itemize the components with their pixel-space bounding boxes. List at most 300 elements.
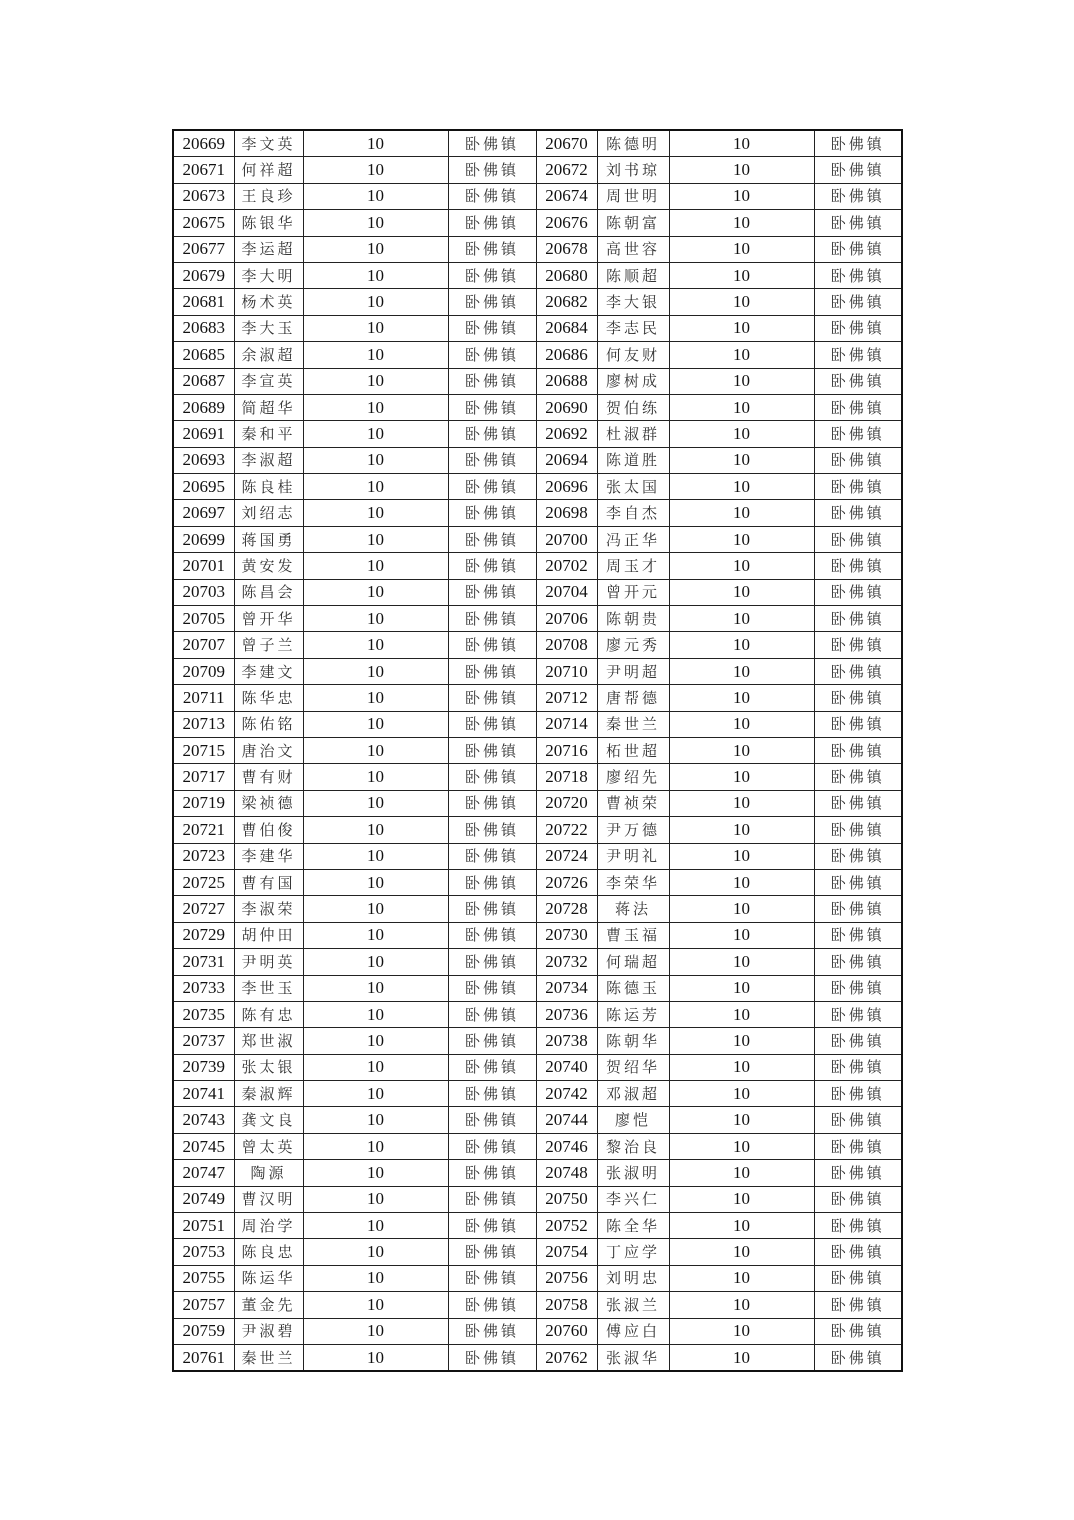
town-cell: 卧佛镇 [814, 606, 902, 632]
town-cell: 卧佛镇 [814, 1265, 902, 1291]
table-row [173, 474, 902, 500]
id-cell: 20719 [173, 790, 234, 816]
id-cell: 20681 [173, 289, 234, 315]
name-cell: 李文英 [234, 130, 303, 157]
table-row [173, 1001, 902, 1027]
table-row [173, 1186, 902, 1212]
amount-cell: 10 [669, 764, 814, 790]
town-cell: 卧佛镇 [814, 394, 902, 420]
amount-cell: 10 [303, 236, 448, 262]
id-cell: 20696 [536, 474, 597, 500]
name-cell: 柘世超 [597, 737, 669, 763]
table-row [173, 157, 902, 183]
id-cell: 20669 [173, 130, 234, 157]
name-cell: 李运超 [234, 236, 303, 262]
town-cell: 卧佛镇 [448, 447, 536, 473]
amount-cell: 10 [669, 1213, 814, 1239]
id-cell: 20716 [536, 737, 597, 763]
table-body [173, 130, 902, 1371]
town-cell: 卧佛镇 [448, 342, 536, 368]
amount-cell: 10 [669, 289, 814, 315]
name-cell: 曹有国 [234, 869, 303, 895]
name-cell: 李世玉 [234, 975, 303, 1001]
table-row [173, 394, 902, 420]
amount-cell: 10 [669, 632, 814, 658]
name-cell: 李兴仁 [597, 1186, 669, 1212]
amount-cell: 10 [669, 342, 814, 368]
town-cell: 卧佛镇 [448, 1054, 536, 1080]
amount-cell: 10 [303, 421, 448, 447]
id-cell: 20703 [173, 579, 234, 605]
amount-cell: 10 [669, 210, 814, 236]
id-cell: 20705 [173, 606, 234, 632]
table-row [173, 210, 902, 236]
id-cell: 20750 [536, 1186, 597, 1212]
id-cell: 20737 [173, 1028, 234, 1054]
id-cell: 20762 [536, 1344, 597, 1371]
town-cell: 卧佛镇 [814, 262, 902, 288]
name-cell: 郑世淑 [234, 1028, 303, 1054]
name-cell: 陈朝贵 [597, 606, 669, 632]
amount-cell: 10 [669, 817, 814, 843]
id-cell: 20735 [173, 1001, 234, 1027]
name-cell: 廖绍先 [597, 764, 669, 790]
amount-cell: 10 [303, 869, 448, 895]
name-cell: 曹祯荣 [597, 790, 669, 816]
id-cell: 20709 [173, 658, 234, 684]
id-cell: 20746 [536, 1133, 597, 1159]
amount-cell: 10 [303, 764, 448, 790]
amount-cell: 10 [303, 1081, 448, 1107]
amount-cell: 10 [669, 711, 814, 737]
amount-cell: 10 [303, 1186, 448, 1212]
town-cell: 卧佛镇 [814, 737, 902, 763]
table-row [173, 1054, 902, 1080]
town-cell: 卧佛镇 [814, 342, 902, 368]
amount-cell: 10 [669, 1001, 814, 1027]
name-cell: 李志民 [597, 315, 669, 341]
name-cell: 冯正华 [597, 526, 669, 552]
town-cell: 卧佛镇 [814, 711, 902, 737]
town-cell: 卧佛镇 [814, 421, 902, 447]
table-row [173, 368, 902, 394]
amount-cell: 10 [669, 1160, 814, 1186]
amount-cell: 10 [669, 843, 814, 869]
amount-cell: 10 [303, 658, 448, 684]
table-row [173, 922, 902, 948]
name-cell: 刘明忠 [597, 1265, 669, 1291]
amount-cell: 10 [669, 553, 814, 579]
table-row [173, 579, 902, 605]
town-cell: 卧佛镇 [814, 183, 902, 209]
name-cell: 余淑超 [234, 342, 303, 368]
amount-cell: 10 [669, 447, 814, 473]
id-cell: 20686 [536, 342, 597, 368]
amount-cell: 10 [303, 1001, 448, 1027]
name-cell: 陈昌会 [234, 579, 303, 605]
id-cell: 20684 [536, 315, 597, 341]
town-cell: 卧佛镇 [448, 368, 536, 394]
town-cell: 卧佛镇 [448, 896, 536, 922]
id-cell: 20710 [536, 658, 597, 684]
table-row [173, 315, 902, 341]
amount-cell: 10 [669, 183, 814, 209]
town-cell: 卧佛镇 [814, 130, 902, 157]
table-row [173, 1107, 902, 1133]
table-row [173, 553, 902, 579]
name-cell: 尹万德 [597, 817, 669, 843]
name-cell: 李荣华 [597, 869, 669, 895]
name-cell: 陈华忠 [234, 685, 303, 711]
table-row [173, 1344, 902, 1371]
town-cell: 卧佛镇 [448, 236, 536, 262]
town-cell: 卧佛镇 [448, 526, 536, 552]
town-cell: 卧佛镇 [814, 1081, 902, 1107]
amount-cell: 10 [669, 130, 814, 157]
name-cell: 唐帮德 [597, 685, 669, 711]
table-row [173, 236, 902, 262]
amount-cell: 10 [669, 262, 814, 288]
amount-cell: 10 [669, 1239, 814, 1265]
id-cell: 20693 [173, 447, 234, 473]
town-cell: 卧佛镇 [814, 817, 902, 843]
amount-cell: 10 [669, 790, 814, 816]
name-cell: 陈全华 [597, 1213, 669, 1239]
name-cell: 李自杰 [597, 500, 669, 526]
town-cell: 卧佛镇 [814, 474, 902, 500]
name-cell: 蒋法 [597, 896, 669, 922]
name-cell: 陈道胜 [597, 447, 669, 473]
name-cell: 胡仲田 [234, 922, 303, 948]
town-cell: 卧佛镇 [448, 1213, 536, 1239]
name-cell: 贺伯练 [597, 394, 669, 420]
id-cell: 20741 [173, 1081, 234, 1107]
town-cell: 卧佛镇 [448, 1186, 536, 1212]
town-cell: 卧佛镇 [814, 843, 902, 869]
id-cell: 20721 [173, 817, 234, 843]
id-cell: 20671 [173, 157, 234, 183]
name-cell: 曾太英 [234, 1133, 303, 1159]
id-cell: 20732 [536, 949, 597, 975]
table-row [173, 289, 902, 315]
id-cell: 20728 [536, 896, 597, 922]
town-cell: 卧佛镇 [814, 553, 902, 579]
id-cell: 20701 [173, 553, 234, 579]
name-cell: 曹伯俊 [234, 817, 303, 843]
amount-cell: 10 [303, 368, 448, 394]
name-cell: 张淑兰 [597, 1292, 669, 1318]
town-cell: 卧佛镇 [448, 1133, 536, 1159]
amount-cell: 10 [303, 553, 448, 579]
town-cell: 卧佛镇 [448, 1265, 536, 1291]
table-row [173, 711, 902, 737]
amount-cell: 10 [303, 685, 448, 711]
id-cell: 20682 [536, 289, 597, 315]
town-cell: 卧佛镇 [814, 869, 902, 895]
id-cell: 20674 [536, 183, 597, 209]
name-cell: 龚文良 [234, 1107, 303, 1133]
id-cell: 20691 [173, 421, 234, 447]
amount-cell: 10 [303, 526, 448, 552]
town-cell: 卧佛镇 [448, 790, 536, 816]
town-cell: 卧佛镇 [448, 737, 536, 763]
town-cell: 卧佛镇 [814, 1107, 902, 1133]
table-row [173, 1239, 902, 1265]
table-row [173, 183, 902, 209]
name-cell: 廖元秀 [597, 632, 669, 658]
name-cell: 贺绍华 [597, 1054, 669, 1080]
amount-cell: 10 [669, 1265, 814, 1291]
name-cell: 刘绍志 [234, 500, 303, 526]
town-cell: 卧佛镇 [814, 315, 902, 341]
amount-cell: 10 [303, 130, 448, 157]
amount-cell: 10 [303, 1318, 448, 1344]
name-cell: 秦世兰 [597, 711, 669, 737]
town-cell: 卧佛镇 [814, 1028, 902, 1054]
id-cell: 20727 [173, 896, 234, 922]
amount-cell: 10 [303, 1054, 448, 1080]
name-cell: 陈朝华 [597, 1028, 669, 1054]
amount-cell: 10 [303, 394, 448, 420]
id-cell: 20697 [173, 500, 234, 526]
id-cell: 20706 [536, 606, 597, 632]
amount-cell: 10 [303, 1239, 448, 1265]
town-cell: 卧佛镇 [814, 1186, 902, 1212]
name-cell: 陈良桂 [234, 474, 303, 500]
table-row [173, 764, 902, 790]
town-cell: 卧佛镇 [448, 183, 536, 209]
id-cell: 20754 [536, 1239, 597, 1265]
id-cell: 20694 [536, 447, 597, 473]
id-cell: 20740 [536, 1054, 597, 1080]
id-cell: 20687 [173, 368, 234, 394]
amount-cell: 10 [669, 658, 814, 684]
table-row [173, 869, 902, 895]
id-cell: 20679 [173, 262, 234, 288]
id-cell: 20759 [173, 1318, 234, 1344]
amount-cell: 10 [669, 526, 814, 552]
amount-cell: 10 [669, 922, 814, 948]
name-cell: 曹汉明 [234, 1186, 303, 1212]
name-cell: 梁祯德 [234, 790, 303, 816]
table-row [173, 790, 902, 816]
town-cell: 卧佛镇 [448, 1001, 536, 1027]
id-cell: 20738 [536, 1028, 597, 1054]
town-cell: 卧佛镇 [814, 368, 902, 394]
name-cell: 唐治文 [234, 737, 303, 763]
amount-cell: 10 [669, 394, 814, 420]
name-cell: 李大银 [597, 289, 669, 315]
amount-cell: 10 [669, 1292, 814, 1318]
name-cell: 张淑明 [597, 1160, 669, 1186]
table-row [173, 1081, 902, 1107]
id-cell: 20752 [536, 1213, 597, 1239]
town-cell: 卧佛镇 [448, 685, 536, 711]
id-cell: 20677 [173, 236, 234, 262]
table-row [173, 896, 902, 922]
id-cell: 20760 [536, 1318, 597, 1344]
name-cell: 周玉才 [597, 553, 669, 579]
name-cell: 杜淑群 [597, 421, 669, 447]
name-cell: 邓淑超 [597, 1081, 669, 1107]
name-cell: 张淑华 [597, 1344, 669, 1371]
id-cell: 20742 [536, 1081, 597, 1107]
name-cell: 蒋国勇 [234, 526, 303, 552]
id-cell: 20675 [173, 210, 234, 236]
amount-cell: 10 [669, 685, 814, 711]
name-cell: 王良珍 [234, 183, 303, 209]
table-row [173, 421, 902, 447]
name-cell: 尹明英 [234, 949, 303, 975]
name-cell: 何瑞超 [597, 949, 669, 975]
town-cell: 卧佛镇 [814, 447, 902, 473]
town-cell: 卧佛镇 [448, 1107, 536, 1133]
town-cell: 卧佛镇 [448, 157, 536, 183]
amount-cell: 10 [669, 1054, 814, 1080]
id-cell: 20736 [536, 1001, 597, 1027]
id-cell: 20731 [173, 949, 234, 975]
amount-cell: 10 [669, 236, 814, 262]
town-cell: 卧佛镇 [814, 1054, 902, 1080]
town-cell: 卧佛镇 [448, 1239, 536, 1265]
town-cell: 卧佛镇 [814, 1160, 902, 1186]
table-row [173, 447, 902, 473]
id-cell: 20718 [536, 764, 597, 790]
table-row [173, 1213, 902, 1239]
amount-cell: 10 [303, 1160, 448, 1186]
town-cell: 卧佛镇 [448, 949, 536, 975]
name-cell: 曾子兰 [234, 632, 303, 658]
amount-cell: 10 [303, 737, 448, 763]
amount-cell: 10 [669, 1318, 814, 1344]
town-cell: 卧佛镇 [814, 157, 902, 183]
town-cell: 卧佛镇 [814, 632, 902, 658]
name-cell: 尹明礼 [597, 843, 669, 869]
name-cell: 何友财 [597, 342, 669, 368]
town-cell: 卧佛镇 [448, 843, 536, 869]
town-cell: 卧佛镇 [448, 579, 536, 605]
table-row [173, 500, 902, 526]
id-cell: 20673 [173, 183, 234, 209]
town-cell: 卧佛镇 [448, 869, 536, 895]
name-cell: 高世容 [597, 236, 669, 262]
id-cell: 20725 [173, 869, 234, 895]
amount-cell: 10 [303, 817, 448, 843]
subsidy-list-table [172, 129, 903, 1372]
name-cell: 陈银华 [234, 210, 303, 236]
id-cell: 20751 [173, 1213, 234, 1239]
amount-cell: 10 [669, 1133, 814, 1159]
id-cell: 20743 [173, 1107, 234, 1133]
table-row [173, 1160, 902, 1186]
table-row [173, 949, 902, 975]
id-cell: 20707 [173, 632, 234, 658]
amount-cell: 10 [669, 606, 814, 632]
name-cell: 陈良忠 [234, 1239, 303, 1265]
amount-cell: 10 [303, 843, 448, 869]
town-cell: 卧佛镇 [448, 632, 536, 658]
id-cell: 20695 [173, 474, 234, 500]
id-cell: 20688 [536, 368, 597, 394]
town-cell: 卧佛镇 [814, 500, 902, 526]
name-cell: 尹淑碧 [234, 1318, 303, 1344]
table-row [173, 606, 902, 632]
table-row [173, 1292, 902, 1318]
name-cell: 黄安发 [234, 553, 303, 579]
amount-cell: 10 [669, 474, 814, 500]
amount-cell: 10 [669, 500, 814, 526]
name-cell: 李淑荣 [234, 896, 303, 922]
table-row [173, 817, 902, 843]
id-cell: 20704 [536, 579, 597, 605]
name-cell: 陈有忠 [234, 1001, 303, 1027]
town-cell: 卧佛镇 [448, 1318, 536, 1344]
town-cell: 卧佛镇 [448, 553, 536, 579]
name-cell: 周治学 [234, 1213, 303, 1239]
name-cell: 陈顺超 [597, 262, 669, 288]
town-cell: 卧佛镇 [448, 1160, 536, 1186]
id-cell: 20699 [173, 526, 234, 552]
id-cell: 20714 [536, 711, 597, 737]
amount-cell: 10 [303, 922, 448, 948]
table-row [173, 1028, 902, 1054]
id-cell: 20758 [536, 1292, 597, 1318]
name-cell: 李大玉 [234, 315, 303, 341]
town-cell: 卧佛镇 [814, 1344, 902, 1371]
id-cell: 20685 [173, 342, 234, 368]
town-cell: 卧佛镇 [814, 1213, 902, 1239]
town-cell: 卧佛镇 [448, 975, 536, 1001]
town-cell: 卧佛镇 [448, 1344, 536, 1371]
id-cell: 20672 [536, 157, 597, 183]
town-cell: 卧佛镇 [448, 474, 536, 500]
name-cell: 杨术英 [234, 289, 303, 315]
id-cell: 20747 [173, 1160, 234, 1186]
name-cell: 董金先 [234, 1292, 303, 1318]
id-cell: 20749 [173, 1186, 234, 1212]
amount-cell: 10 [303, 157, 448, 183]
amount-cell: 10 [669, 1107, 814, 1133]
name-cell: 陈佑铭 [234, 711, 303, 737]
id-cell: 20744 [536, 1107, 597, 1133]
table-row [173, 632, 902, 658]
town-cell: 卧佛镇 [814, 1239, 902, 1265]
name-cell: 李淑超 [234, 447, 303, 473]
id-cell: 20755 [173, 1265, 234, 1291]
name-cell: 陈朝富 [597, 210, 669, 236]
town-cell: 卧佛镇 [448, 606, 536, 632]
id-cell: 20722 [536, 817, 597, 843]
amount-cell: 10 [303, 1344, 448, 1371]
town-cell: 卧佛镇 [448, 500, 536, 526]
amount-cell: 10 [303, 975, 448, 1001]
table-row [173, 975, 902, 1001]
town-cell: 卧佛镇 [814, 975, 902, 1001]
table-row [173, 526, 902, 552]
amount-cell: 10 [303, 632, 448, 658]
amount-cell: 10 [303, 342, 448, 368]
name-cell: 傅应白 [597, 1318, 669, 1344]
amount-cell: 10 [303, 447, 448, 473]
amount-cell: 10 [303, 1028, 448, 1054]
town-cell: 卧佛镇 [448, 1292, 536, 1318]
name-cell: 廖恺 [597, 1107, 669, 1133]
table-row [173, 737, 902, 763]
id-cell: 20748 [536, 1160, 597, 1186]
town-cell: 卧佛镇 [448, 289, 536, 315]
town-cell: 卧佛镇 [814, 1318, 902, 1344]
amount-cell: 10 [669, 896, 814, 922]
